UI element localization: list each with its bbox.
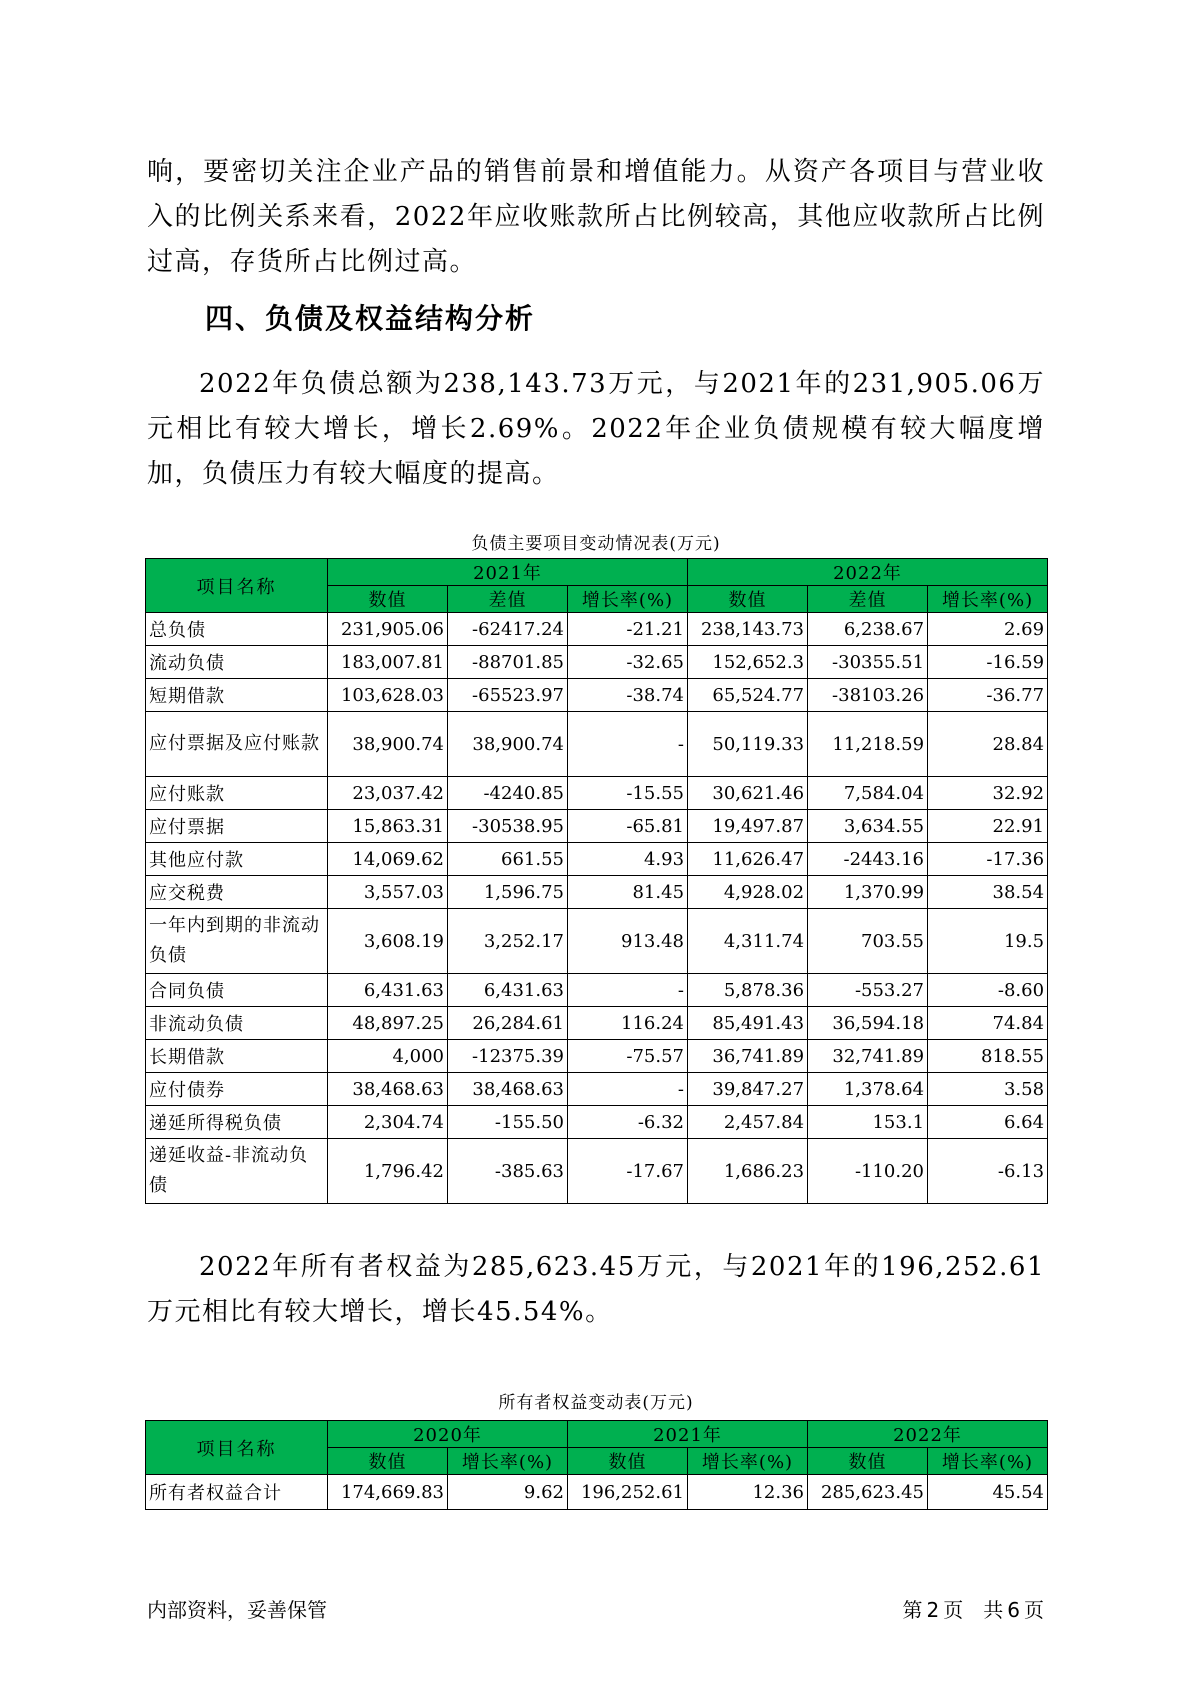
liabilities-table [145, 558, 1048, 1204]
table-cell: 19,497.87 [688, 810, 808, 843]
table-cell: 74.84 [928, 1007, 1048, 1040]
header-sub: 差值 [448, 586, 568, 613]
table-row [146, 810, 1048, 843]
table-cell: 65,524.77 [688, 679, 808, 712]
table-cell: 661.55 [448, 843, 568, 876]
footer-page-number [901, 1594, 1046, 1623]
table-row [146, 1073, 1048, 1106]
table-cell: -4240.85 [448, 777, 568, 810]
table-row [146, 1040, 1048, 1073]
table-cell: -6.13 [928, 1139, 1048, 1204]
row-label: 合同负债 [146, 974, 328, 1007]
table-cell: 32.92 [928, 777, 1048, 810]
table-cell: 48,897.25 [328, 1007, 448, 1040]
table-cell: 1,378.64 [808, 1073, 928, 1106]
table1-caption: 负债主要项目变动情况表(万元) [471, 534, 721, 554]
table-row [146, 1475, 1048, 1510]
table-cell: 5,878.36 [688, 974, 808, 1007]
header-sub: 数值 [688, 586, 808, 613]
table-cell: -75.57 [568, 1040, 688, 1073]
row-label: 所有者权益合计 [146, 1475, 328, 1510]
table2-caption: 所有者权益变动表(万元) [498, 1393, 694, 1413]
header-sub: 增长率(%) [688, 1448, 808, 1475]
table-row [146, 876, 1048, 909]
table-cell: 3,557.03 [328, 876, 448, 909]
table-cell: 4,311.74 [688, 909, 808, 974]
row-label: 流动负债 [146, 646, 328, 679]
table-cell: 50,119.33 [688, 712, 808, 777]
table-cell: 36,594.18 [808, 1007, 928, 1040]
footer-confidential-note: 内部资料，妥善保管 [147, 1598, 327, 1622]
table-cell: 1,796.42 [328, 1139, 448, 1204]
table-cell: 818.55 [928, 1040, 1048, 1073]
table-cell: 2.69 [928, 613, 1048, 646]
table-cell: -65.81 [568, 810, 688, 843]
table-row [146, 712, 1048, 777]
page-prefix: 第 [902, 1598, 923, 1622]
header-year-2022: 2022年 [688, 559, 1048, 586]
header-sub: 增长率(%) [928, 1448, 1048, 1475]
table-cell: 7,584.04 [808, 777, 928, 810]
row-label: 应付票据 [146, 810, 328, 843]
table-cell: 3,252.17 [448, 909, 568, 974]
page-mid: 页 共 [943, 1598, 1004, 1622]
table-cell: 15,863.31 [328, 810, 448, 843]
table-row [146, 646, 1048, 679]
table-cell: -17.36 [928, 843, 1048, 876]
table-cell: 116.24 [568, 1007, 688, 1040]
table-cell: 38,468.63 [328, 1073, 448, 1106]
table-cell: 4.93 [568, 843, 688, 876]
page-total: 6 [1007, 1598, 1020, 1622]
table-cell: 11,626.47 [688, 843, 808, 876]
equity-table [145, 1420, 1048, 1510]
header-year-2021: 2021年 [568, 1421, 808, 1448]
table-cell: -65523.97 [448, 679, 568, 712]
table-row [146, 909, 1048, 974]
table-cell: 6.64 [928, 1106, 1048, 1139]
row-label: 应付账款 [146, 777, 328, 810]
table-cell: 26,284.61 [448, 1007, 568, 1040]
row-label: 应付票据及应付账款 [146, 712, 328, 777]
table-cell: -88701.85 [448, 646, 568, 679]
table-cell: 2,304.74 [328, 1106, 448, 1139]
header-year-2020: 2020年 [328, 1421, 568, 1448]
section-heading: 四、负债及权益结构分析 [205, 302, 536, 335]
table-cell: -62417.24 [448, 613, 568, 646]
table-cell: -38103.26 [808, 679, 928, 712]
paragraph-liabilities: 2022年负债总额为238,143.73万元，与2021年的231,905.06万元相比有较大增长，增长2.69%。2022年企业负债规模有较大幅度增加，负债压力有较大幅度的提高。 [147, 369, 1045, 489]
table-cell: 913.48 [568, 909, 688, 974]
row-label: 一年内到期的非流动负债 [146, 909, 328, 974]
header-year-2022: 2022年 [808, 1421, 1048, 1448]
row-label: 总负债 [146, 613, 328, 646]
table-cell: 1,370.99 [808, 876, 928, 909]
table-cell: -155.50 [448, 1106, 568, 1139]
page-current: 2 [926, 1598, 940, 1622]
row-label: 应交税费 [146, 876, 328, 909]
table-cell: - [568, 712, 688, 777]
table-cell: 3,634.55 [808, 810, 928, 843]
table-cell: -17.67 [568, 1139, 688, 1204]
table-cell: -15.55 [568, 777, 688, 810]
table-cell: 36,741.89 [688, 1040, 808, 1073]
table-cell: -30538.95 [448, 810, 568, 843]
table-cell: 3.58 [928, 1073, 1048, 1106]
table-cell: 22.91 [928, 810, 1048, 843]
table-row [146, 1139, 1048, 1204]
row-label: 短期借款 [146, 679, 328, 712]
table-cell: -36.77 [928, 679, 1048, 712]
table-cell: 30,621.46 [688, 777, 808, 810]
header-sub: 增长率(%) [928, 586, 1048, 613]
table-row [146, 679, 1048, 712]
table-cell: 174,669.83 [328, 1475, 448, 1510]
table-row [146, 1106, 1048, 1139]
header-sub: 数值 [808, 1448, 928, 1475]
table-cell: 703.55 [808, 909, 928, 974]
table-cell: 153.1 [808, 1106, 928, 1139]
table-cell: 285,623.45 [808, 1475, 928, 1510]
table-cell: 1,596.75 [448, 876, 568, 909]
table-cell: 28.84 [928, 712, 1048, 777]
row-label: 非流动负债 [146, 1007, 328, 1040]
table-cell: - [568, 974, 688, 1007]
table-cell: 23,037.42 [328, 777, 448, 810]
header-sub: 数值 [568, 1448, 688, 1475]
table-cell: -2443.16 [808, 843, 928, 876]
header-item-name: 项目名称 [146, 559, 328, 613]
table-row [146, 613, 1048, 646]
table-cell: 38,900.74 [328, 712, 448, 777]
table-cell: 38,468.63 [448, 1073, 568, 1106]
table-cell: 2,457.84 [688, 1106, 808, 1139]
table-cell: 38.54 [928, 876, 1048, 909]
table-cell: -6.32 [568, 1106, 688, 1139]
table-cell: -32.65 [568, 646, 688, 679]
row-label: 递延所得税负债 [146, 1106, 328, 1139]
table-row [146, 974, 1048, 1007]
table-row [146, 843, 1048, 876]
row-label: 长期借款 [146, 1040, 328, 1073]
table-row [146, 1007, 1048, 1040]
table-cell: -8.60 [928, 974, 1048, 1007]
table-cell: 196,252.61 [568, 1475, 688, 1510]
header-sub: 增长率(%) [568, 586, 688, 613]
row-label: 递延收益-非流动负债 [146, 1139, 328, 1204]
table-cell: 4,928.02 [688, 876, 808, 909]
table-cell: 103,628.03 [328, 679, 448, 712]
table-cell: 32,741.89 [808, 1040, 928, 1073]
header-sub: 数值 [328, 586, 448, 613]
table-cell: 6,238.67 [808, 613, 928, 646]
header-year-2021: 2021年 [328, 559, 688, 586]
paragraph-asset-ratio: 响，要密切关注企业产品的销售前景和增值能力。从资产各项目与营业收入的比例关系来看，2022年应收账款所占比例较高，其他应收款所占比例过高，存货所占比例过高。 [147, 157, 1045, 277]
header-item-name: 项目名称 [146, 1421, 328, 1475]
table-cell: -38.74 [568, 679, 688, 712]
table-cell: -21.21 [568, 613, 688, 646]
page-suffix: 页 [1024, 1598, 1044, 1622]
table-cell: 81.45 [568, 876, 688, 909]
table-cell: -12375.39 [448, 1040, 568, 1073]
table-cell: 1,686.23 [688, 1139, 808, 1204]
header-sub: 增长率(%) [448, 1448, 568, 1475]
header-sub: 数值 [328, 1448, 448, 1475]
paragraph-equity: 2022年所有者权益为285,623.45万元，与2021年的196,252.61万元相比有较大增长，增长45.54%。 [147, 1252, 1045, 1327]
table-cell: -553.27 [808, 974, 928, 1007]
table-cell: 4,000 [328, 1040, 448, 1073]
table-cell: 9.62 [448, 1475, 568, 1510]
table-cell: -385.63 [448, 1139, 568, 1204]
table-cell: 38,900.74 [448, 712, 568, 777]
header-sub: 差值 [808, 586, 928, 613]
table-cell: 11,218.59 [808, 712, 928, 777]
table-cell: 39,847.27 [688, 1073, 808, 1106]
table-cell: 14,069.62 [328, 843, 448, 876]
table-cell: -16.59 [928, 646, 1048, 679]
table-cell: 85,491.43 [688, 1007, 808, 1040]
table-cell: - [568, 1073, 688, 1106]
table-row [146, 777, 1048, 810]
table-cell: 12.36 [688, 1475, 808, 1510]
table-cell: 231,905.06 [328, 613, 448, 646]
table-cell: -110.20 [808, 1139, 928, 1204]
table-cell: 45.54 [928, 1475, 1048, 1510]
table-cell: 6,431.63 [448, 974, 568, 1007]
table-cell: 152,652.3 [688, 646, 808, 679]
row-label: 其他应付款 [146, 843, 328, 876]
table-cell: 19.5 [928, 909, 1048, 974]
table-cell: 3,608.19 [328, 909, 448, 974]
table-cell: 6,431.63 [328, 974, 448, 1007]
table-cell: 183,007.81 [328, 646, 448, 679]
table-cell: 238,143.73 [688, 613, 808, 646]
table-cell: -30355.51 [808, 646, 928, 679]
row-label: 应付债券 [146, 1073, 328, 1106]
